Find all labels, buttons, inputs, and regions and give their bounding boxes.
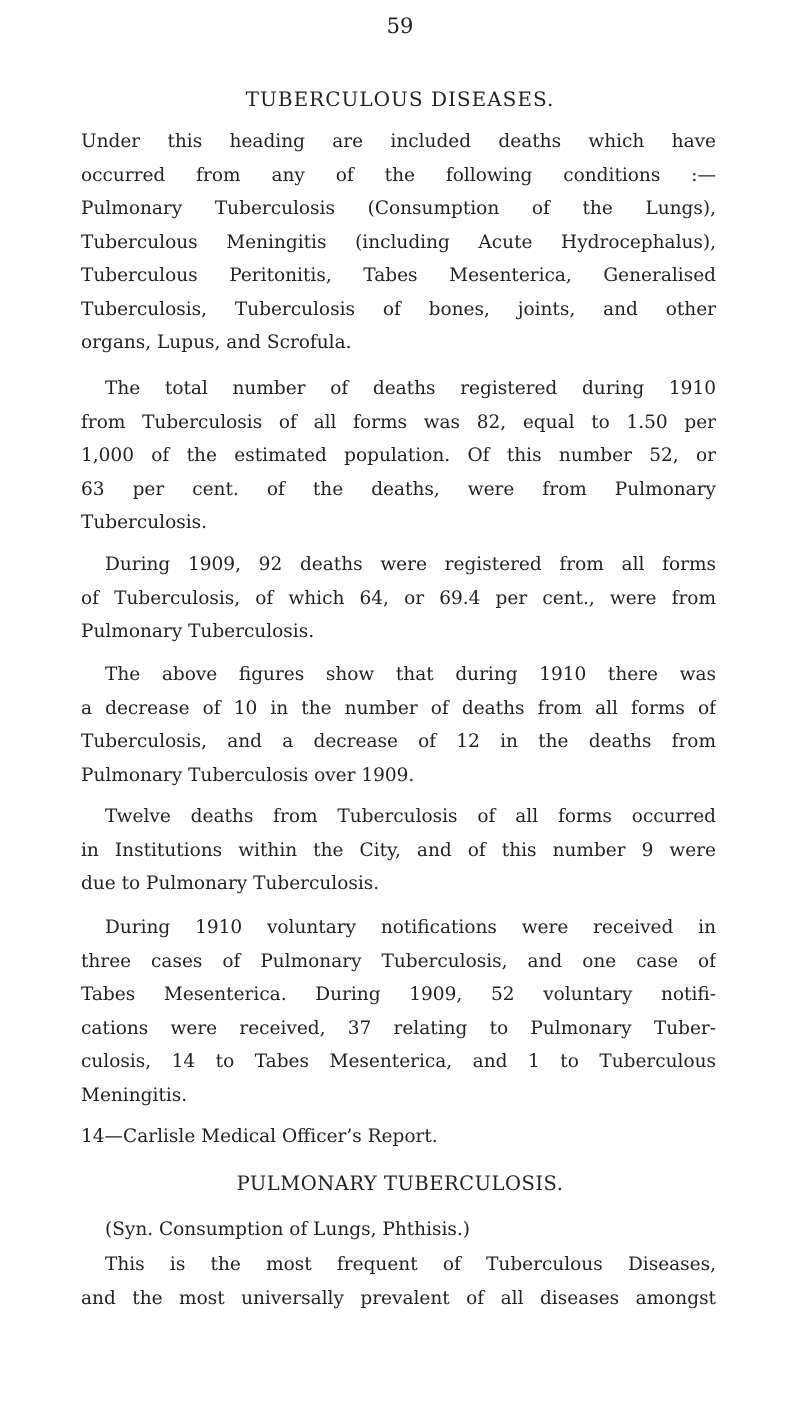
paragraph-line: The total number of deaths registered during 1910 — [105, 378, 716, 399]
subsection-synonym: (Syn. Consumption of Lungs, Phthisis.) — [105, 1219, 471, 1240]
paragraph-line: Tabes Mesenterica. During 1909, 52 voluntary notifi- — [81, 984, 716, 1005]
paragraph-line: 1,000 of the estimated population. Of this number 52, or — [81, 445, 716, 466]
paragraph-line: occurred from any of the following conditions :— — [81, 164, 716, 186]
section-title: TUBERCULOUS DISEASES. — [245, 87, 555, 111]
paragraph-line: a decrease of 10 in the number of deaths from all forms of — [81, 697, 716, 719]
subsection-synonym-block — [81, 1213, 716, 1247]
paragraph-line: Twelve deaths from Tuberculosis of all forms occurred — [105, 806, 716, 827]
paragraph-deaths-1909 — [81, 548, 716, 649]
paragraph-line: from Tuberculosis of all forms was 82, equal to 1.50 per — [81, 411, 716, 433]
page-number: 59 — [386, 14, 414, 38]
paragraph-line: three cases of Pulmonary Tuberculosis, and one case of — [81, 950, 716, 972]
paragraph-line: Tuberculous Peritonitis, Tabes Mesenterica, Generalised — [81, 265, 716, 286]
paragraph-line: Under this heading are included deaths which have — [81, 131, 716, 152]
paragraph-line: Meningitis. — [81, 1084, 188, 1106]
paragraph-line: The above figures show that during 1910 there was — [105, 664, 716, 685]
paragraph-line: This is the most frequent of Tuberculous Diseases, — [105, 1254, 716, 1275]
paragraph-institutions — [81, 800, 716, 901]
paragraph-line: During 1910 voluntary notifications were received in — [105, 917, 716, 938]
paragraph-line: Tuberculous Meningitis (including Acute Hydrocephalus), — [81, 231, 716, 253]
paragraph-line: Tuberculosis, and a decrease of 12 in the deaths from — [81, 731, 716, 752]
paragraph-line: Tuberculosis. — [81, 512, 208, 533]
paragraph-line: in Institutions within the City, and of this number 9 were — [81, 839, 716, 861]
paragraph-line: During 1909, 92 deaths were registered from all forms — [105, 554, 716, 575]
paragraph-line: Tuberculosis, Tuberculosis of bones, joints, and other — [81, 298, 716, 320]
paragraph-notifications — [81, 911, 716, 1112]
paragraph-total-deaths-1910 — [81, 372, 716, 540]
paragraph-pulmonary-intro — [81, 1248, 716, 1315]
paragraph-intro — [81, 125, 716, 360]
paragraph-line: cations were received, 37 relating to Pulmonary Tuber- — [81, 1017, 716, 1039]
paragraph-line: organs, Lupus, and Scrofula. — [81, 332, 352, 353]
paragraph-line: 63 per cent. of the deaths, were from Pulmonary — [81, 478, 716, 500]
paragraph-line: of Tuberculosis, of which 64, or 69.4 per cent., were from — [81, 587, 716, 609]
paragraph-line: Pulmonary Tuberculosis over 1909. — [81, 764, 415, 786]
report-footer-text: 14—Carlisle Medical Officer’s Report. — [81, 1126, 438, 1147]
paragraph-decrease — [81, 658, 716, 792]
paragraph-line: Pulmonary Tuberculosis (Consumption of the Lungs), — [81, 198, 716, 219]
report-footer — [81, 1120, 716, 1154]
subsection-title: PULMONARY TUBERCULOSIS. — [236, 1172, 564, 1195]
paragraph-line: culosis, 14 to Tabes Mesenterica, and 1 to Tuberculous — [81, 1051, 716, 1072]
paragraph-line: due to Pulmonary Tuberculosis. — [81, 873, 380, 894]
paragraph-line: Pulmonary Tuberculosis. — [81, 621, 315, 642]
paragraph-line: and the most universally prevalent of all diseases amongst — [81, 1287, 716, 1309]
